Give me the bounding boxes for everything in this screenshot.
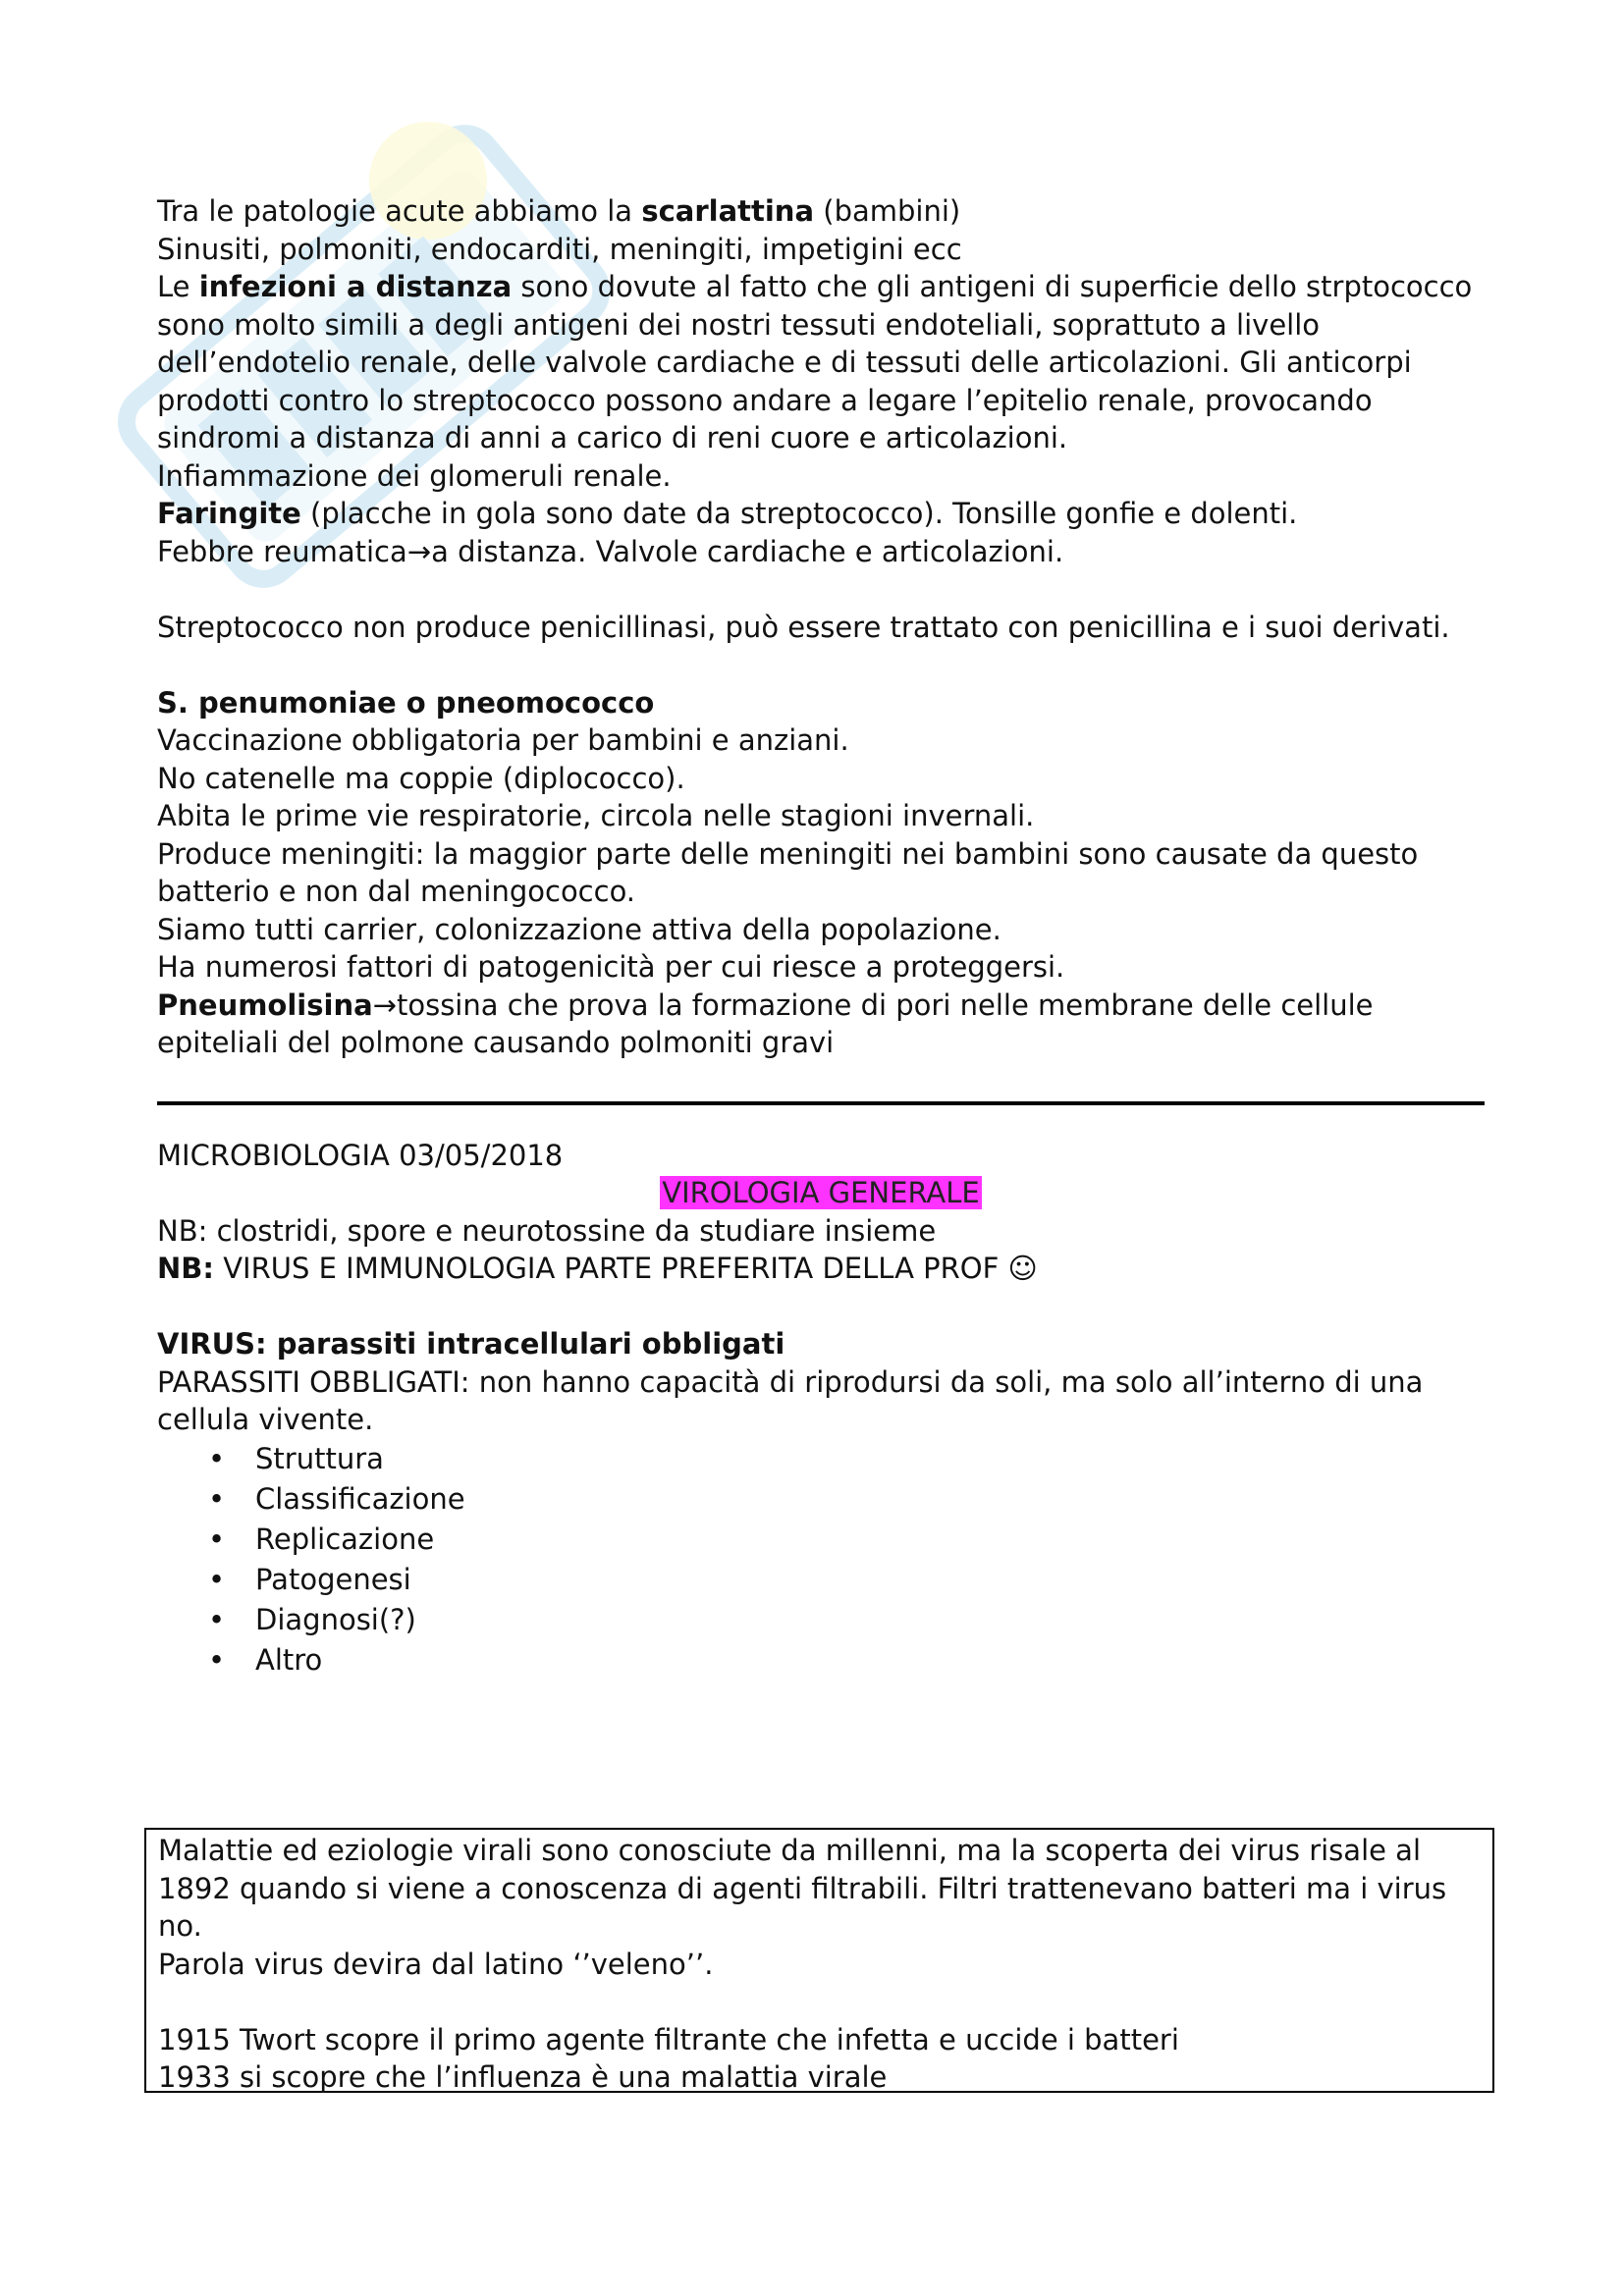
highlighted-title: VIROLOGIA GENERALE <box>662 1176 980 1209</box>
history-box <box>144 1828 1494 2093</box>
pneumo-line: Produce meningiti: la maggior parte delle meningiti nei bambini sono causate da questo batterio e non dal meningococco. <box>157 836 1419 908</box>
document-body <box>157 192 1485 1681</box>
arrow-icon: → <box>372 988 397 1022</box>
paragraph-febbre-reumatica: Febbre reumatica→a distanza. Valvole cardiache e articolazioni. <box>157 534 1064 568</box>
list-item: • Replicazione <box>157 1520 1485 1560</box>
box-paragraph: Malattie ed eziologie virali sono conosciute da millenni, ma la scoperta dei virus risale al 1892 quando si viene a conoscenza di agenti filtrabili. Filtri trattenevano batteri ma i virus no. <box>158 1834 1447 1943</box>
list-item: • Altro <box>157 1640 1485 1681</box>
paragraph-infezioni-distanza: Le infezioni a distanza sono dovute al fatto che gli antigeni di superficie dello strptococco sono molto simili a degli antigeni dei nostri tessuti endoteliali, soprattuto a livello dell’endotelio renale, delle valvole cardiache e di tessuti delle articolazioni. Gli anticorpi prodotti contro lo streptococco possono andare a legare l’epitelio renale, provocando sindromi a distanza di anni a carico di reni cuore e articolazioni. <box>157 270 1473 454</box>
list-item: • Struttura <box>157 1439 1485 1479</box>
heading-pneumococco: S. penumoniae o pneomococco <box>157 685 655 720</box>
paragraph-faringite: Faringite (placche in gola sono date da streptococco). Tonsille gonfie e dolenti. <box>157 497 1298 530</box>
note-virus-immunologia: NB: VIRUS E IMMUNOLOGIA PARTE PREFERITA DELLA PROF ☺ <box>157 1252 1038 1285</box>
box-paragraph: 1933 si scopre che l’influenza è una malattia virale <box>158 2060 888 2094</box>
pneumo-line: Abita le prime vie respiratorie, circola nelle stagioni invernali. <box>157 799 1035 832</box>
box-paragraph: Parola virus devira dal latino ‘’veleno’’. <box>158 1947 714 1981</box>
paragraph-glomeruli: Infiammazione dei glomeruli renale. <box>157 458 672 493</box>
pneumo-line: Siamo tutti carrier, colonizzazione attiva della popolazione. <box>157 912 1001 946</box>
paragraph-pneumolisina: Pneumolisina→tossina che prova la formazione di pori nelle membrane delle cellule epiteliali del polmone causando polmoniti gravi <box>157 988 1374 1059</box>
box-paragraph: 1915 Twort scopre il primo agente filtrante che infetta e uccide i batteri <box>158 2022 1179 2056</box>
pneumo-line: Vaccinazione obbligatoria per bambini e anziani. <box>157 723 849 757</box>
paragraph-parassiti: PARASSITI OBBLIGATI: non hanno capacità di riprodursi da soli, ma solo all’interno di una cellula vivente. <box>157 1364 1424 1436</box>
list-item: • Classificazione <box>157 1479 1485 1520</box>
lecture-date: MICROBIOLOGIA 03/05/2018 <box>157 1138 564 1172</box>
list-item: • Patogenesi <box>157 1560 1485 1600</box>
paragraph-sinusiti: Sinusiti, polmoniti, endocarditi, meningiti, impetigini ecc <box>157 232 962 266</box>
topic-list <box>157 1439 1485 1681</box>
section-title <box>157 1174 1485 1212</box>
horizontal-rule <box>157 1101 1485 1105</box>
paragraph-scarlattina: Tra le patologie acute abbiamo la scarlattina (bambini) <box>157 194 961 228</box>
list-item: • Diagnosi(?) <box>157 1600 1485 1640</box>
paragraph-penicillina: Streptococco non produce penicillinasi, può essere trattato con penicillina e i suoi derivati. <box>157 610 1450 644</box>
heading-virus: VIRUS: parassiti intracellulari obbligati <box>157 1327 785 1361</box>
pneumo-line: Ha numerosi fattori di patogenicità per cui riesce a proteggersi. <box>157 950 1065 984</box>
arrow-icon: → <box>406 534 432 568</box>
note-clostridi: NB: clostridi, spore e neurotossine da studiare insieme <box>157 1213 937 1248</box>
pneumo-line: No catenelle ma coppie (diplococco). <box>157 761 685 795</box>
